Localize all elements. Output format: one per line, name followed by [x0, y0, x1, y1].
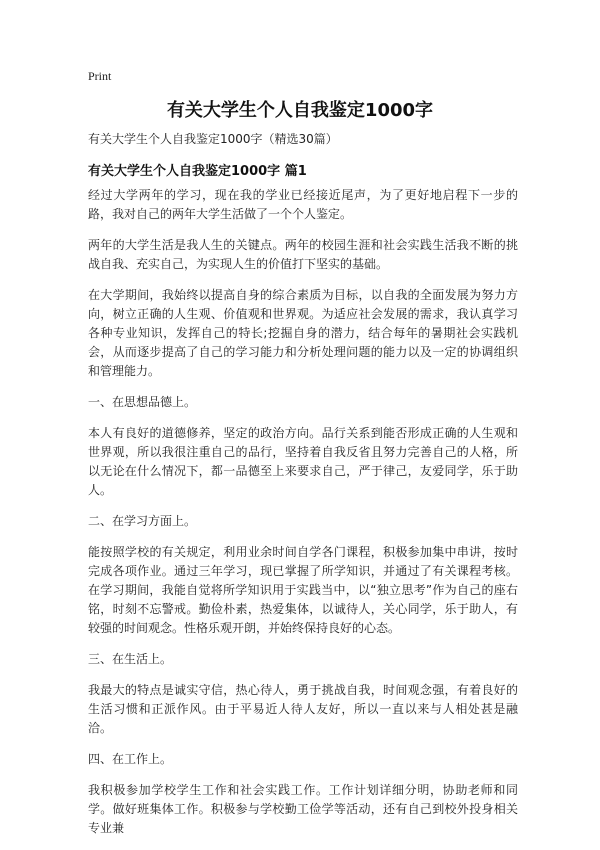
- print-label: Print: [88, 69, 112, 83]
- paragraph-summary: 两年的大学生活是我人生的关键点。两年的校园生涯和社会实践生活我不断的挑战自我、充实自己，为实现人生的价值打下坚实的基础。: [88, 238, 518, 271]
- section-heading: 有关大学生个人自我鉴定1000字 篇1: [88, 164, 307, 179]
- paragraph-study: 能按照学校的有关规定，利用业余时间自学各门课程，积极参加集中串讲，按时完成各项作业。通过三年学习，现已掌握了所学知识，并通过了有关课程考核。在学习期间，我能自觉将所学知识用于实践当中，以“独立思考”作为自己的座右铭，时刻不忘警戒。勤俭朴素，热爱集体，以诚待人，关心同学，乐于助人，有较强的时间观念。性格乐观开朗，并始终保持良好的心态。: [88, 545, 518, 635]
- subheading-work: 四、在工作上。: [88, 752, 173, 766]
- paragraph-overview: 在大学期间，我始终以提高自身的综合素质为目标，以自我的全面发展为努力方向，树立正确的人生观、价值观和世界观。为适应社会发展的需求，我认真学习各种专业知识，发挥自己的特长;挖掘自身的潜力，结合每年的暑期社会实践机会，从而逐步提高了自己的学习能力和分析处理问题的能力以及一定的协调组织和管理能力。: [88, 288, 518, 378]
- paragraph-work: 我积极参加学校学生工作和社会实践工作。工作计划详细分明，协助老师和同学。做好班集体工作。积极参与学校勤工俭学等活动，还有自己到校外投身相关专业兼: [88, 783, 518, 835]
- subheading-morality: 一、在思想品德上。: [88, 395, 197, 409]
- subtitle: 有关大学生个人自我鉴定1000字（精选30篇）: [88, 132, 338, 146]
- subheading-life: 三、在生活上。: [88, 652, 173, 666]
- paragraph-morality: 本人有良好的道德修养，坚定的政治方向。品行关系到能否形成正确的人生观和世界观，所以我很注重自己的品行，坚持着自我反省且努力完善自己的人格，所以无论在什么情况下，都一品德至上来要求自己，严于律己，友爱同学，乐于助人。: [88, 426, 518, 497]
- subheading-study: 二、在学习方面上。: [88, 514, 197, 528]
- paragraph-life: 我最大的特点是诚实守信，热心待人，勇于挑战自我，时间观念强，有着良好的生活习惯和正派作风。由于平易近人待人友好，所以一直以来与人相处甚是融洽。: [88, 683, 518, 735]
- paragraph-intro: 经过大学两年的学习，现在我的学业已经接近尾声，为了更好地启程下一步的路，我对自己的两年大学生活做了一个个人鉴定。: [88, 188, 518, 221]
- document-body: [88, 186, 518, 850]
- page-title: 有关大学生个人自我鉴定1000字: [166, 100, 434, 121]
